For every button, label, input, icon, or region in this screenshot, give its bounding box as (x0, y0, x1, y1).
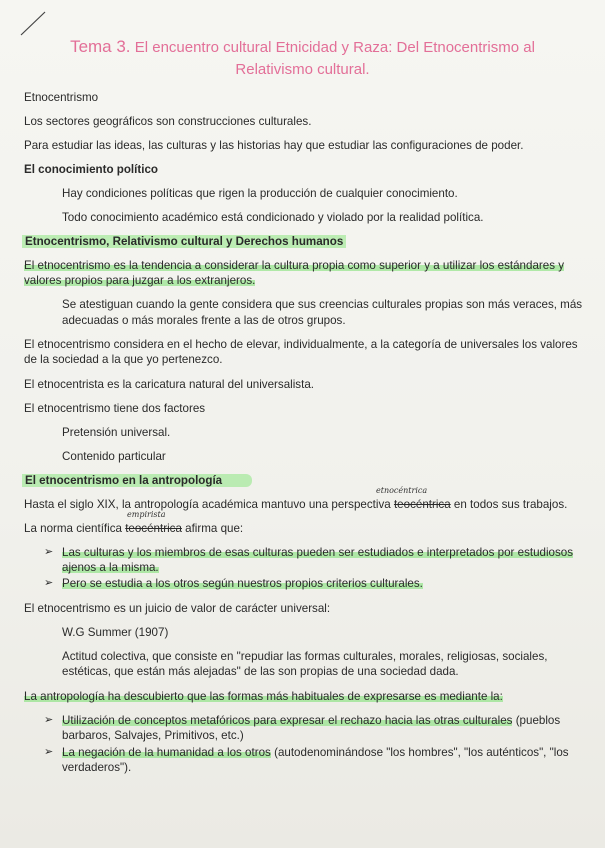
paragraph-def-etno-1 (24, 258, 564, 273)
def-etno-line-1: El etnocentrismo es la tendencia a considerar la cultura propia como superior y a utilizar los estándares y (24, 259, 565, 272)
citation-summer: W.G Summer (1907) (62, 626, 169, 639)
paragraph-def-etno-2 (24, 273, 255, 288)
title-line1: El encuentro cultural Etnicidad y Raza: Del Etnocentrismo al (134, 39, 535, 56)
siglo-xix-start: Hasta el siglo XIX, la antropología académica mantuvo una perspectiva (24, 498, 391, 511)
def-etno-line-2: valores propios para juzgar a los extranjeros. (24, 274, 256, 287)
pen-stroke-mark (18, 8, 48, 38)
heading-derechos-text: Etnocentrismo, Relativismo cultural y Derechos humanos (22, 235, 346, 248)
siglo-xix-end: en todos sus trabajos. (453, 498, 568, 511)
paragraph-dos-factores: El etnocentrismo tiene dos factores (24, 402, 206, 415)
bullet-3-rest: (pueblos (515, 714, 561, 727)
norma-start: La norma científica (24, 522, 122, 535)
title-prefix: Tema 3. (70, 37, 131, 56)
paragraph-consiste-1: El etnocentrismo considera en el hecho de elevar, individualmente, a la categoría de universales los valores (24, 338, 578, 351)
paragraph-atestiguan-1: Se atestiguan cuando la gente considera que sus creencias culturales propias son más veraces, más (62, 298, 583, 311)
bullet-1-text-2: ajenos a la misma. (62, 561, 159, 574)
paragraph-atestiguan-2: adecuadas o más morales frente a las de otros grupos. (62, 314, 346, 327)
bullet-4-line-1 (62, 745, 569, 760)
norma-struck: teocéntrica (125, 522, 182, 535)
bullet-4-highlighted: La negación de la humanidad a los otros (62, 746, 271, 759)
heading-conocimiento-politico: El conocimiento político (24, 163, 158, 176)
bullet-1-text-1: Las culturas y los miembros de esas culturas pueden ser estudiados e interpretados por estudiosos (62, 546, 574, 559)
handwritten-correction-empirista: empirista (127, 510, 166, 519)
section-label-etnocentrismo: Etnocentrismo (24, 91, 99, 104)
paragraph-hay-condiciones: Hay condiciones políticas que rigen la producción de cualquier conocimiento. (62, 187, 458, 200)
heading-antropologia-text: El etnocentrismo en la antropología (22, 474, 252, 487)
paragraph-norma (24, 521, 243, 536)
bullet-2-text: Pero se estudia a los otros según nuestros propios criterios culturales. (62, 577, 423, 590)
bullet-3-line-1 (62, 713, 560, 728)
bullet-3-highlighted: Utilización de conceptos metafóricos para expresar el rechazo hacia las otras culturales (62, 714, 513, 727)
paragraph-sectores: Los sectores geográficos son construcciones culturales. (24, 115, 312, 128)
paragraph-descubierto (24, 689, 503, 704)
norma-end: afirma que: (185, 522, 244, 535)
page-title (40, 36, 565, 81)
heading-antropologia (22, 473, 252, 488)
bullet-1-line-1 (62, 545, 573, 560)
paragraph-siglo-xix (24, 497, 567, 512)
factor-pretension: Pretensión universal. (62, 426, 171, 439)
paragraph-para-estudiar: Para estudiar las ideas, las culturas y las historias hay que estudiar las configuraciones de poder. (24, 139, 524, 152)
handwritten-correction-etnocentrica: etnocéntrica (376, 486, 428, 495)
paragraph-juicio: El etnocentrismo es un juicio de valor de carácter universal: (24, 602, 331, 615)
bullet-arrow-icon: ➢ (44, 546, 54, 558)
paragraph-actitud-1: Actitud colectiva, que consiste en "repudiar las formas culturales, morales, religiosas, sociales, (62, 650, 548, 663)
descubierto-text: La antropología ha descubierto que las formas más habituales de expresarse es mediante la: (24, 690, 503, 703)
bullet-2 (62, 576, 423, 591)
title-line2: Relativismo cultural. (235, 61, 370, 78)
bullet-1-line-2 (62, 560, 159, 575)
bullet-arrow-icon: ➢ (44, 746, 54, 758)
paragraph-caricatura: El etnocentrista es la caricatura natural del universalista. (24, 378, 314, 391)
siglo-xix-struck: teocéntrica (393, 498, 451, 511)
heading-derechos-humanos (22, 234, 346, 249)
factor-contenido: Contenido particular (62, 450, 166, 463)
bullet-arrow-icon: ➢ (44, 577, 54, 589)
bullet-arrow-icon: ➢ (44, 714, 54, 726)
paragraph-consiste-2: de la sociedad a la que yo pertenezco. (24, 353, 223, 366)
bullet-4-rest: (autodenominándose "los hombres", "los auténticos", "los (274, 746, 569, 759)
paragraph-actitud-2: estéticas, que están más alejadas" de las son propias de una sociedad dada. (62, 665, 459, 678)
bullet-4-line-2: verdaderos"). (62, 761, 132, 774)
paragraph-todo-conocimiento: Todo conocimiento académico está condicionado y violado por la realidad política. (62, 211, 484, 224)
bullet-3-line-2: barbaros, Salvajes, Primitivos, etc.) (62, 729, 244, 742)
